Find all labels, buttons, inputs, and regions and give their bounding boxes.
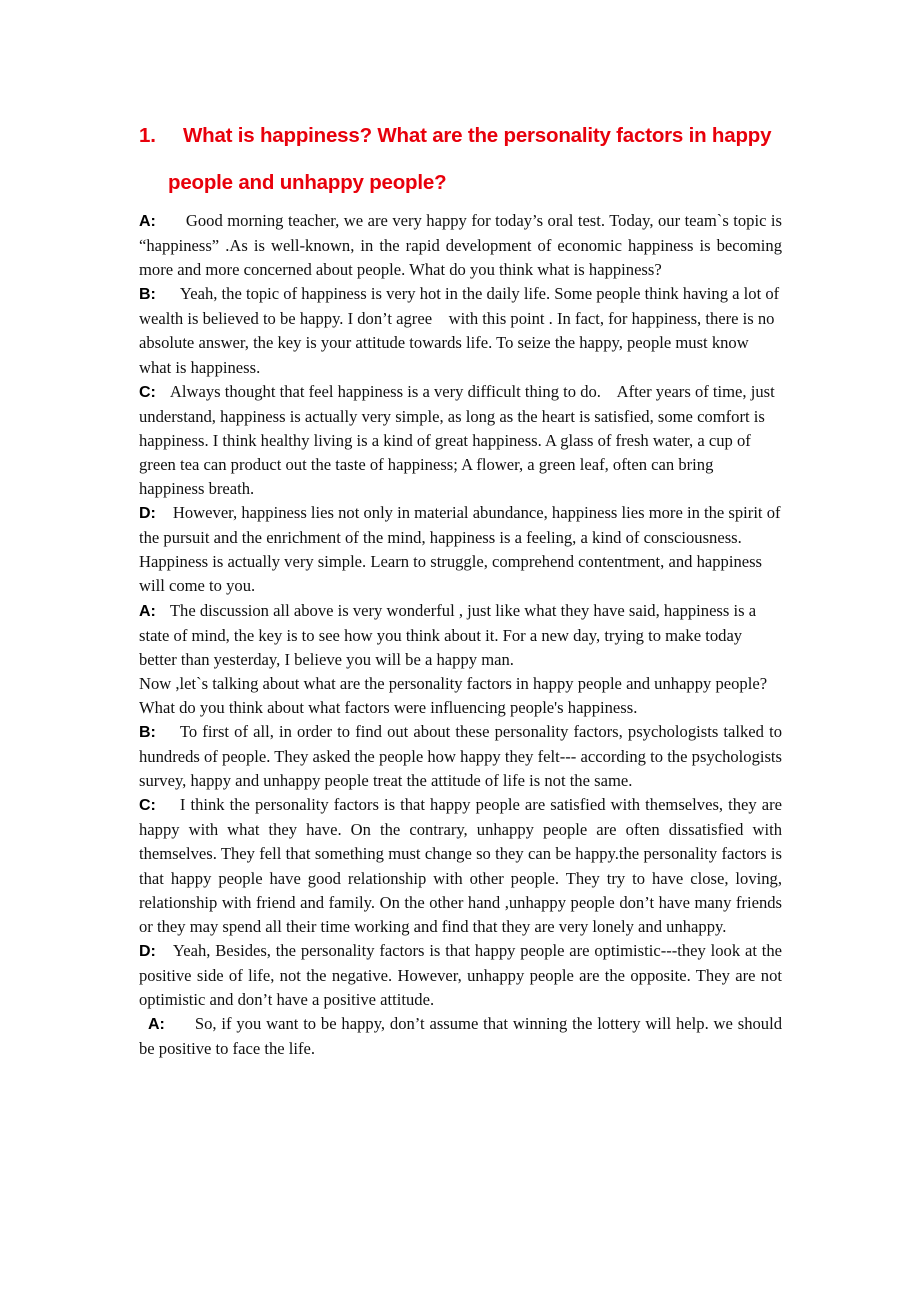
dialogue-turn bbox=[139, 209, 782, 282]
speaker-label: A: bbox=[139, 213, 156, 230]
speaker-label: A: bbox=[148, 1016, 165, 1034]
dialogue-turn bbox=[139, 380, 782, 501]
turn-text: I think the personality factors is that happy people are satisfied with themselves, they are happy with what they have. On the contrary, unhappy people are often dissatisfied with themselves. They fell that something must change so they can be happy.the personality factors is that happy people have good relationship with other people. They try to have close, loving, relationship with friend and family. On the other hand ,unhappy people don’t have many friends or they may spend all their time working and find that they are very lonely and unhappy. bbox=[139, 795, 782, 936]
turn-text: Yeah, Besides, the personality factors is that happy people are optimistic---they look at the positive side of life, not the negative. However, unhappy people are the opposite. They are not optimistic and don’t have a positive attitude. bbox=[139, 940, 782, 1009]
turn-text: To first of all, in order to find out about these personality factors, psychologists talked to hundreds of people. They asked the people how happy they felt--- according to the psychologists survey, happy and unhappy people treat the attitude of life is not the same. bbox=[139, 721, 782, 791]
speaker-label: C: bbox=[139, 797, 156, 815]
dialogue-turn bbox=[139, 793, 782, 939]
turn-text: Yeah, the topic of happiness is very hot in the daily life. Some people think having a lot of wealth is believed to be happy. I don’t agree with this point . In fact, for happiness, there is no absolute answer, the key is your attitude towards life. To seize the happy, people must know what is happiness. bbox=[139, 284, 780, 377]
dialogue-turn bbox=[139, 501, 782, 598]
speaker-label: B: bbox=[139, 286, 156, 304]
dialogue-turn bbox=[139, 1012, 782, 1061]
question-title-line-2: people and unhappy people? bbox=[168, 171, 447, 194]
speaker-label: D: bbox=[139, 942, 156, 960]
turn-text: The discussion all above is very wonderful , just like what they have said, happiness is a state of mind, the key is to see how you think about it. For a new day, trying to make today better than yesterday, I believe you will be a happy man. bbox=[139, 600, 757, 669]
speaker-label: D: bbox=[139, 505, 156, 523]
dialogue bbox=[139, 209, 782, 1061]
dialogue-turn bbox=[139, 282, 782, 379]
speaker-label: B: bbox=[139, 723, 156, 741]
turn-text: However, happiness lies not only in material abundance, happiness lies more in the spirit of the pursuit and the enrichment of the mind, happiness is a feeling, a kind of consciousness. Happiness is actually very simple. Learn to struggle, comprehend contentment, and happiness will come to you. bbox=[139, 503, 781, 596]
question-title bbox=[139, 124, 771, 148]
speaker-label: C: bbox=[139, 383, 156, 401]
question-number: 1. bbox=[139, 124, 156, 147]
speaker-label: A: bbox=[139, 602, 156, 620]
dialogue-turn bbox=[139, 599, 782, 672]
turn-text: Always thought that feel happiness is a very difficult thing to do. After years of time, just understand, happiness is actually very simple, as long as the heart is satisfied, some comfort is happiness. I think healthy living is a kind of great happiness. A glass of fresh water, a cup of green tea can product out the taste of happiness; A flower, a green leaf, often can bring happiness breath. bbox=[139, 381, 775, 499]
dialogue-turn bbox=[139, 939, 782, 1012]
dialogue-turn-continuation: Now ,let`s talking about what are the personality factors in happy people and unhappy people? What do you think about what factors were influencing people's happiness. bbox=[139, 673, 768, 717]
turn-text: So, if you want to be happy, don’t assume that winning the lottery will help. we should be positive to face the life. bbox=[139, 1014, 782, 1059]
question-title-line-1: What is happiness? What are the personality factors in happy bbox=[183, 124, 772, 147]
turn-text: Good morning teacher, we are very happy for today’s oral test. Today, our team`s topic is “happiness” .As is well-known, in the rapid development of economic happiness is becoming more and more concerned about people. What do you think what is happiness? bbox=[139, 211, 782, 280]
dialogue-turn bbox=[139, 720, 782, 793]
